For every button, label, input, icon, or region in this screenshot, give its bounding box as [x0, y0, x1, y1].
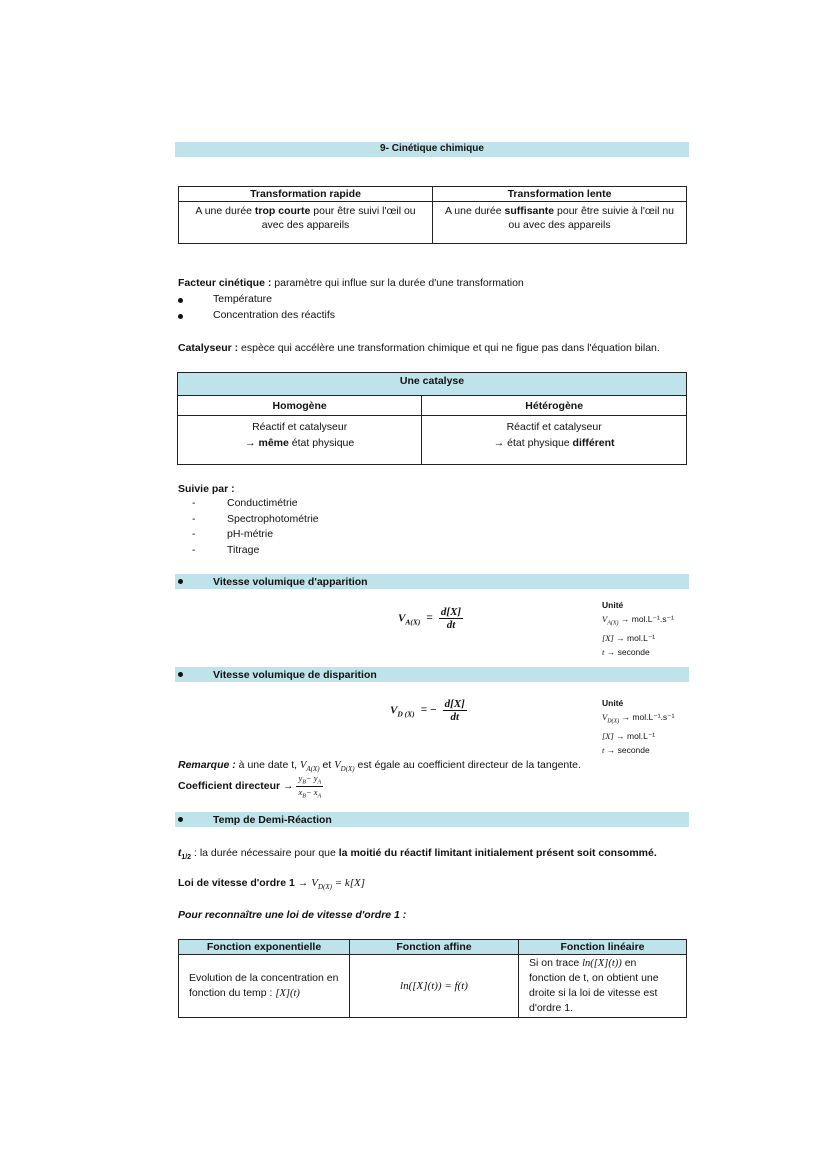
- bullet-icon: [178, 314, 183, 319]
- suivie-label: Suivie par :: [178, 483, 235, 495]
- page-title: 9- Cinétique chimique: [380, 143, 484, 154]
- disparition-lhs-sub: D (X): [397, 709, 415, 719]
- num-sub-a: A: [317, 779, 322, 786]
- apparition-lhs-sub: A(X): [405, 617, 421, 627]
- c1-math: [X](t): [275, 988, 300, 999]
- remarque-post: est égale au coefficient directeur de la tangente.: [354, 759, 581, 771]
- demi-sym: t: [178, 845, 182, 859]
- d-u2-sym: [X]: [602, 730, 614, 741]
- num-y: y: [298, 773, 303, 783]
- u1-sub: A(X): [607, 620, 619, 627]
- suivie-list: [192, 497, 392, 559]
- suivie-item-4: Titrage: [227, 543, 260, 556]
- facteur-line: [178, 277, 524, 289]
- loi-formula: V: [311, 877, 318, 889]
- coefficient-fraction: [296, 773, 323, 799]
- cell-affine: [350, 955, 519, 1018]
- d-u1-val: → mol.L⁻¹.s⁻¹: [619, 712, 675, 722]
- d-u1-sub: D(X): [607, 718, 620, 725]
- coefficient-den: [296, 787, 323, 800]
- apparition-unit-1: [602, 612, 674, 631]
- rapide-post: pour être suivi l'œil ou avec des appareils: [261, 205, 416, 231]
- remarque-v1-sub: A(X): [306, 765, 320, 774]
- c1-text: Evolution de la concentration en fonction du temp :: [189, 972, 339, 999]
- disparition-fraction: [443, 698, 467, 723]
- hetero-pre: → état physique: [493, 437, 573, 449]
- u2-val: → mol.L⁻¹: [613, 632, 656, 643]
- remarque-v2: V: [334, 760, 341, 771]
- num-minus: − y: [305, 773, 318, 783]
- apparition-fraction: [439, 606, 463, 631]
- cell-exponentielle: [179, 955, 350, 1018]
- disparition-unit-3: [602, 743, 674, 757]
- header-homogene: Homogène: [178, 396, 422, 416]
- transformation-table: [178, 186, 687, 244]
- coefficient-line: [178, 773, 323, 799]
- homo-post: état physique: [288, 437, 355, 449]
- cell-heterogene: [422, 416, 687, 465]
- den-sub-a: A: [317, 793, 322, 800]
- header-rapide: Transformation rapide: [179, 187, 433, 202]
- catalyseur-label: Catalyseur :: [178, 342, 239, 354]
- suivie-item-3: pH-métrie: [227, 528, 274, 541]
- bullet-icon: [178, 817, 183, 822]
- cell-rapide: [179, 202, 433, 244]
- lente-bold: suffisante: [504, 205, 555, 217]
- dash-icon: -: [192, 512, 196, 525]
- bullet-icon: [178, 579, 183, 584]
- catalyse-title: Une catalyse: [178, 373, 687, 396]
- hetero-line1: Réactif et catalyseur: [506, 421, 602, 433]
- bullet-icon: [178, 298, 183, 303]
- list-item: [192, 528, 392, 544]
- reconnaitre-line: Pour reconnaître une loi de vitesse d'ordre 1 :: [178, 909, 407, 921]
- disparition-lhs: V: [390, 704, 398, 717]
- cell-lineaire: [519, 955, 687, 1018]
- apparition-unit-title: Unité: [602, 600, 624, 610]
- d-u3-val: → seconde: [604, 744, 650, 755]
- coefficient-label: Coefficient directeur →: [178, 780, 294, 793]
- lente-pre: A une durée: [444, 205, 505, 217]
- facteur-item-1: Température: [213, 293, 272, 305]
- rapide-bold: trop courte: [254, 205, 311, 217]
- homo-arrow: →: [245, 437, 259, 449]
- suivie-item-2: Spectrophotométrie: [227, 512, 319, 525]
- disparition-unit-title: Unité: [602, 698, 624, 708]
- homo-bold: même: [258, 437, 289, 449]
- cell-lente: [433, 202, 687, 244]
- loi-rest: = k[X]: [331, 877, 366, 889]
- apparition-heading: Vitesse volumique d'apparition: [213, 576, 368, 588]
- num-sub-b: B: [302, 779, 306, 786]
- d-u2-val: → mol.L⁻¹: [613, 730, 656, 741]
- remarque-v1: V: [299, 760, 307, 771]
- apparition-unit-2: [602, 631, 674, 645]
- u1-val: → mol.L⁻¹.s⁻¹: [618, 614, 674, 624]
- disparition-eq: = −: [420, 704, 437, 717]
- dash-icon: -: [192, 497, 196, 509]
- d-u3-sym: t: [602, 744, 605, 755]
- apparition-unit-3: [602, 645, 674, 659]
- list-item: [192, 497, 392, 513]
- apparition-num: d[X]: [440, 606, 462, 618]
- loi-label: Loi de vitesse d'ordre 1 →: [178, 877, 309, 889]
- remarque-pre: à une date t,: [235, 759, 300, 771]
- d-u1-sym: V: [602, 712, 608, 722]
- remarque-label: Remarque :: [178, 759, 236, 771]
- header-affine: Fonction affine: [350, 940, 519, 955]
- disparition-num: d[X]: [444, 698, 465, 710]
- disparition-den: dt: [450, 711, 460, 723]
- remarque-v2-sub: D(X): [340, 765, 355, 774]
- apparition-units: [602, 598, 674, 659]
- u3-val: → seconde: [604, 646, 650, 657]
- loi-sub: D(X): [317, 883, 332, 892]
- list-item: [192, 513, 392, 529]
- den-minus: − x: [305, 786, 318, 797]
- homo-line2: [178, 435, 421, 451]
- header-lineaire: Fonction linéaire: [519, 940, 687, 955]
- u1-sym: V: [602, 614, 608, 624]
- header-heterogene: Hétérogène: [422, 396, 687, 416]
- disparition-unit-2: [602, 729, 674, 743]
- demi-line: [178, 845, 657, 861]
- c3-post: en fonction de t, on obtient une droite si la loi de vitesse est d'ordre 1.: [529, 957, 659, 1014]
- remarque-mid: et: [319, 759, 335, 771]
- hetero-line2: [422, 435, 686, 451]
- demi-bold: la moitié du réactif limitant initialement présent soit consommé.: [338, 847, 657, 859]
- facteur-label: Facteur cinétique :: [178, 277, 272, 289]
- ordre-table: [178, 939, 687, 1018]
- suivie-item-1: Conductimétrie: [227, 497, 298, 509]
- catalyse-table: [177, 372, 687, 465]
- facteur-item-2: Concentration des réactifs: [213, 309, 335, 321]
- u2-sym: [X]: [602, 632, 614, 643]
- disparition-unit-1: [602, 710, 674, 729]
- loi-line: [178, 877, 365, 891]
- c2-math: ln([X](t)) = f(t): [400, 980, 468, 992]
- u3-sym: t: [602, 646, 605, 657]
- disparition-heading: Vitesse volumique de disparition: [213, 669, 377, 681]
- demi-text: : la durée nécessaire pour que: [191, 847, 339, 859]
- dash-icon: -: [192, 528, 196, 541]
- apparition-den: dt: [446, 619, 456, 631]
- rapide-pre: A une durée: [195, 205, 255, 217]
- facteur-text: paramètre qui influe sur la durée d'une transformation: [271, 277, 524, 289]
- apparition-formula: [398, 606, 463, 631]
- disparition-formula: [390, 698, 467, 723]
- remarque-line: [178, 759, 581, 773]
- disparition-units: [602, 696, 674, 757]
- cell-homogene: [178, 416, 422, 465]
- lente-post: pour être suivie à l'œil nu ou avec des appareils: [508, 205, 675, 231]
- header-lente: Transformation lente: [433, 187, 687, 202]
- den-sub-b: B: [302, 793, 306, 800]
- demi-heading: Temp de Demi-Réaction: [213, 814, 332, 826]
- hetero-bold: différent: [572, 437, 615, 449]
- demi-sym-sub: 1/2: [181, 854, 192, 862]
- coefficient-num: [296, 773, 323, 787]
- apparition-eq: =: [426, 612, 433, 625]
- c3-math: ln([X](t)): [582, 958, 622, 969]
- dash-icon: -: [192, 543, 196, 556]
- catalyseur-text: espèce qui accélère une transformation chimique et qui ne figue pas dans l'équation bilan.: [238, 342, 660, 354]
- list-item: [192, 544, 392, 560]
- den-x: x: [298, 786, 303, 797]
- homo-line1: Réactif et catalyseur: [252, 421, 348, 433]
- catalyseur-line: [178, 342, 660, 354]
- c3-pre: Si on trace: [529, 957, 583, 969]
- bullet-icon: [178, 672, 183, 677]
- header-exponentielle: Fonction exponentielle: [179, 940, 350, 955]
- apparition-lhs: V: [398, 612, 406, 625]
